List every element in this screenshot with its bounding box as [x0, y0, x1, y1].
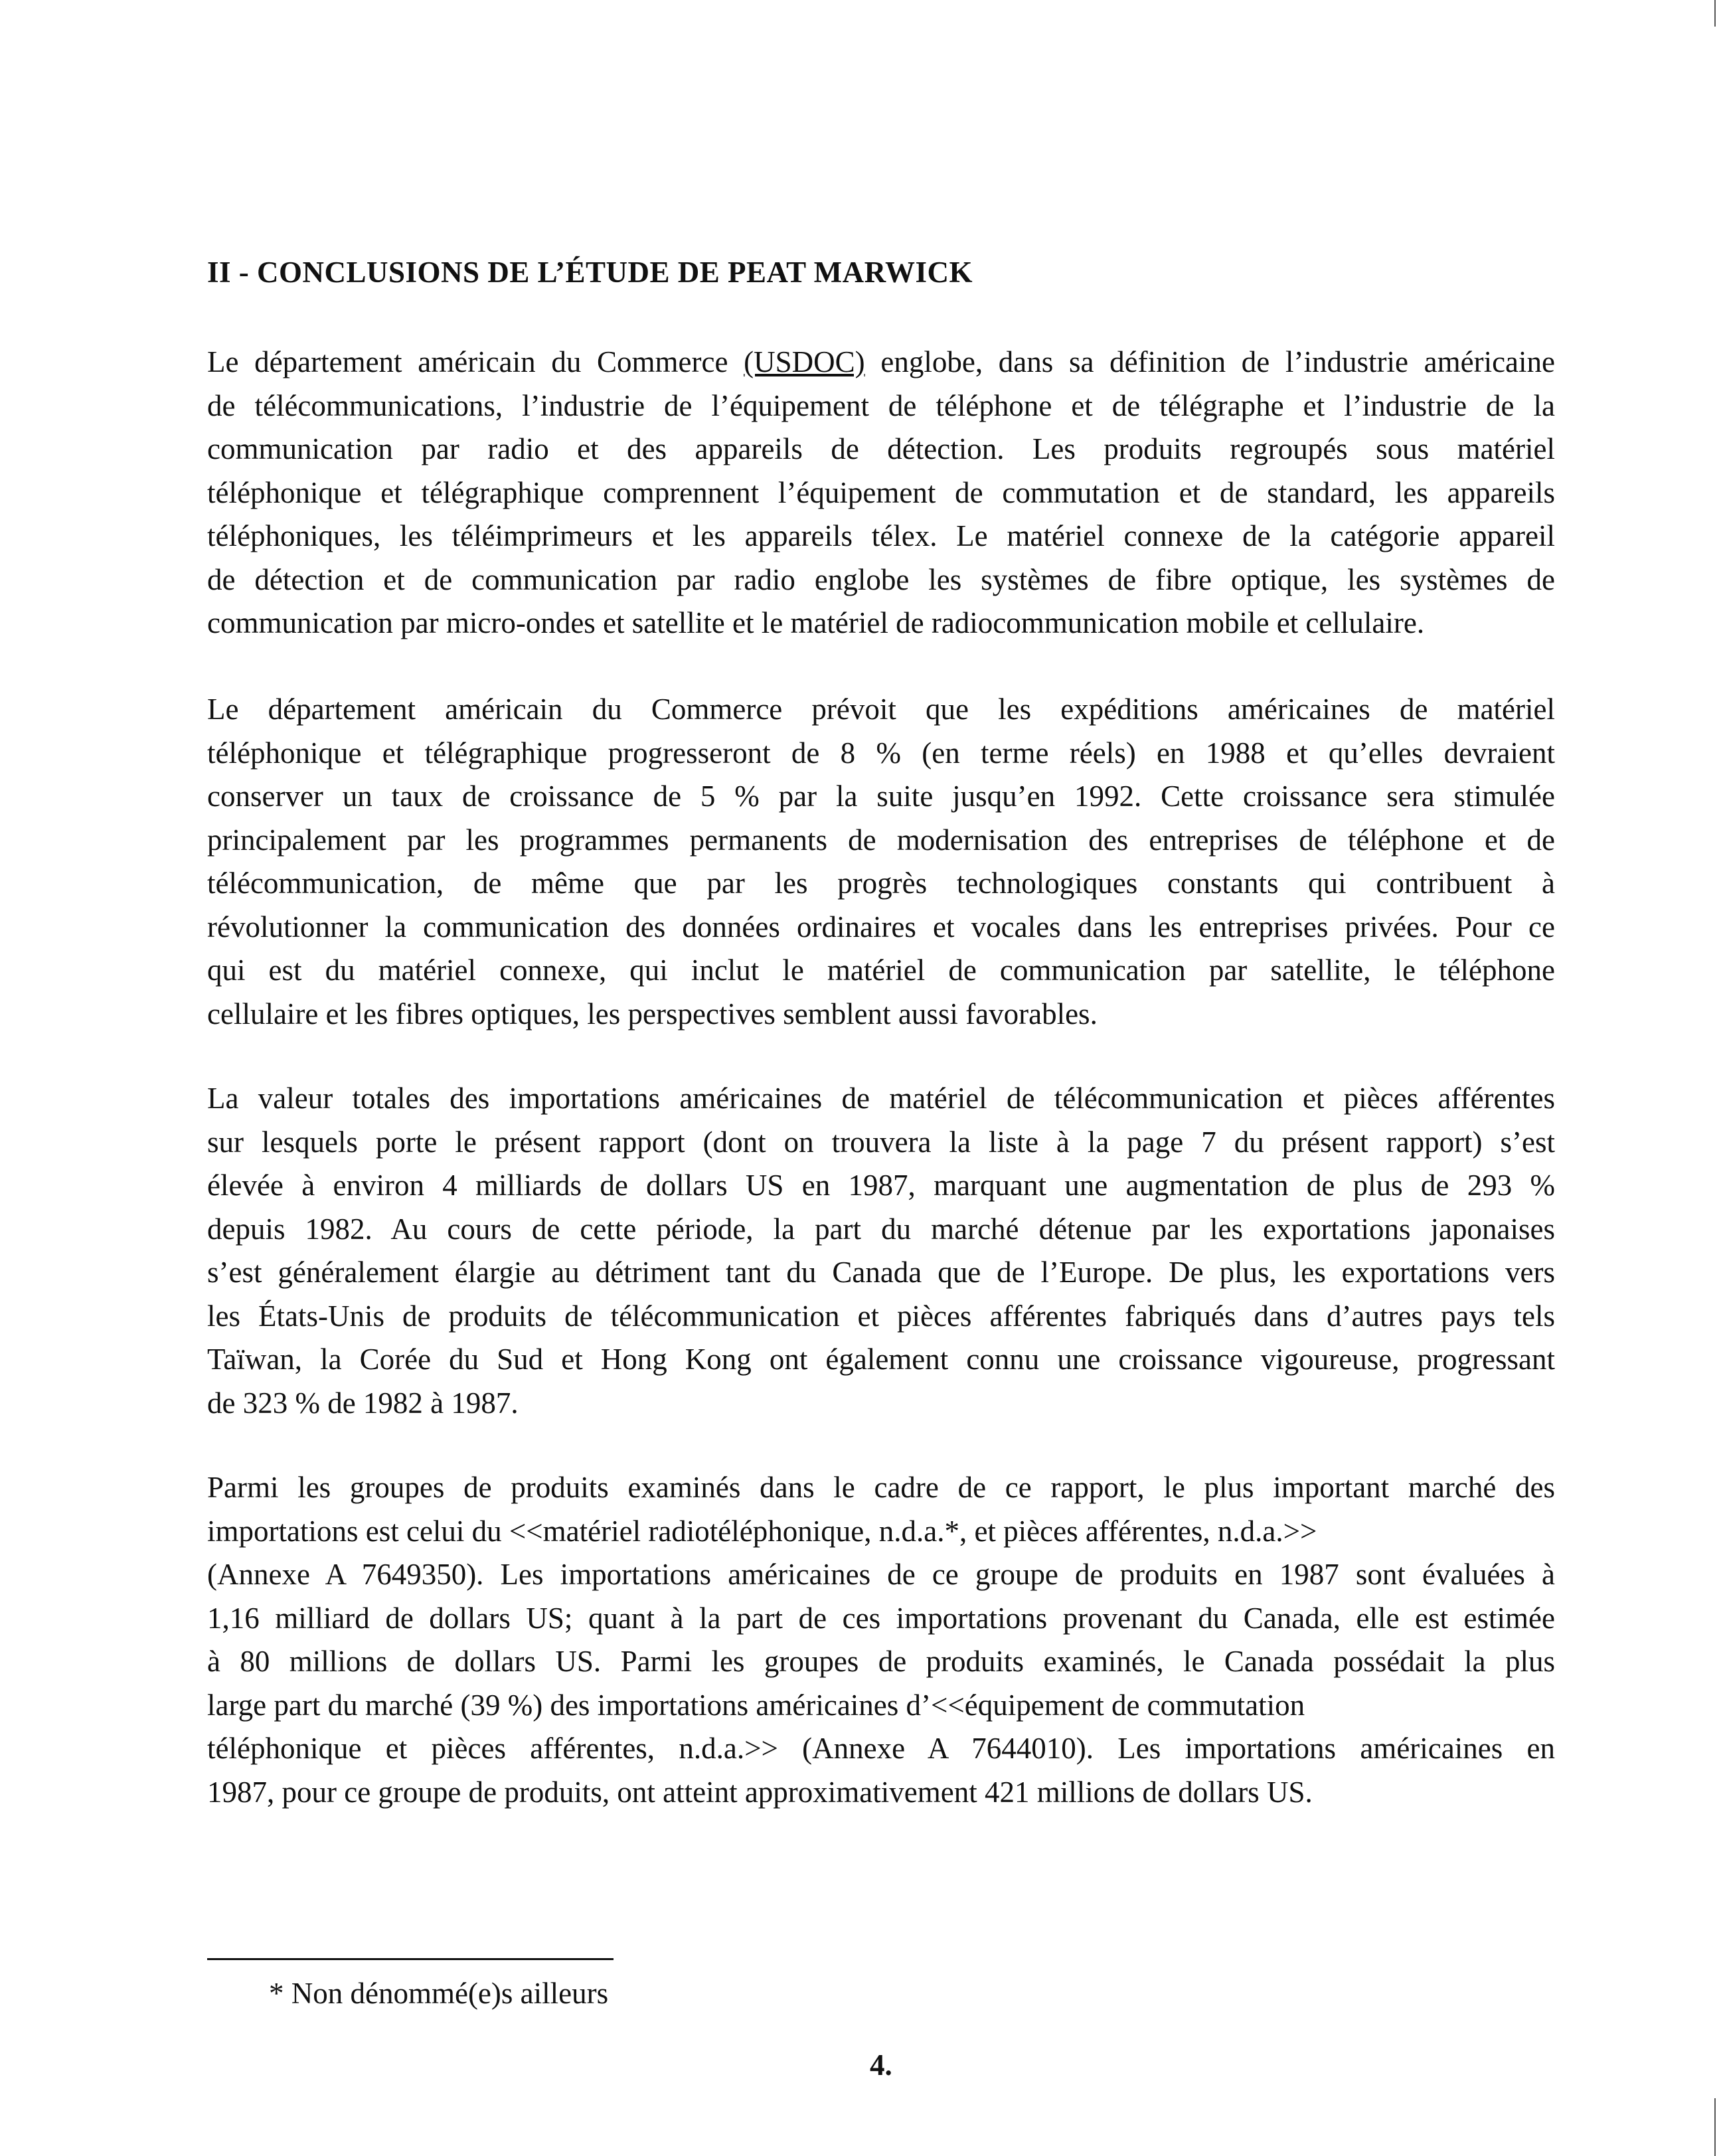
paragraph-1: [207, 341, 1555, 645]
paragraph-line: de télécommunications, l’industrie de l’équipement de téléphone et de télégraphe et l’industrie de la: [207, 388, 1555, 422]
paragraph-line: les États-Unis de produits de télécommunication et pièces afférentes fabriqués dans d’autres pays tels: [207, 1299, 1555, 1333]
paragraph-line: Le département américain du Commerce (USDOC) englobe, dans sa définition de l’industrie américaine: [207, 345, 1556, 378]
paragraph-line: depuis 1982. Au cours de cette période, la part du marché détenue par les exportations japonaises: [207, 1212, 1555, 1246]
paragraph-line: communication par radio et des appareils de détection. Les produits regroupés sous matériel: [207, 432, 1555, 465]
paragraph-line: importations est celui du <<matériel radiotéléphonique, n.d.a.*, et pièces afférentes, n.d.a.>>: [207, 1514, 1317, 1548]
paragraph-line: téléphoniques, les téléimprimeurs et les appareils télex. Le matériel connexe de la catégorie appareil: [207, 519, 1555, 552]
paragraph-line: à 80 millions de dollars US. Parmi les groupes de produits examinés, le Canada possédait la plus: [207, 1645, 1555, 1678]
paragraph-line: 1,16 milliard de dollars US; quant à la part de ces importations provenant du Canada, elle est estimée: [207, 1601, 1555, 1635]
paragraph-line: téléphonique et pièces afférentes, n.d.a.>> (Annexe A 7644010). Les importations américaines en: [207, 1732, 1555, 1765]
paragraph-2: [207, 688, 1555, 1036]
paragraph-line: télécommunication, de même que par les progrès technologiques constants qui contribuent à: [207, 867, 1555, 900]
paragraph-line: téléphonique et télégraphique comprennent l’équipement de commutation et de standard, les appareils: [207, 475, 1555, 509]
paragraph-line: de 323 % de 1982 à 1987.: [207, 1386, 519, 1420]
section-heading: II - CONCLUSIONS DE L’ÉTUDE DE PEAT MARWICK: [207, 256, 973, 289]
paragraph-line: sur lesquels porte le présent rapport (dont on trouvera la liste à la page 7 du présent rapport) s’est: [207, 1125, 1555, 1159]
paragraph-line: communication par micro-ondes et satellite et le matériel de radiocommunication mobile et cellulaire.: [207, 606, 1425, 639]
footnote: * Non dénommé(e)s ailleurs: [269, 1977, 609, 2010]
paragraph-line: qui est du matériel connexe, qui inclut le matériel de communication par satellite, le téléphone: [207, 954, 1555, 987]
scan-edge-mark: [1714, 0, 1716, 27]
scan-edge-mark: [1714, 2098, 1716, 2156]
paragraph-line: cellulaire et les fibres optiques, les perspectives semblent aussi favorables.: [207, 997, 1098, 1031]
paragraph-line: principalement par les programmes permanents de modernisation des entreprises de téléphone et de: [207, 823, 1555, 857]
paragraph-line: large part du marché (39 %) des importations américaines d’<<équipement de commutation: [207, 1688, 1305, 1722]
paragraph-line: téléphonique et télégraphique progresseront de 8 % (en terme réels) en 1988 et qu’elles devraient: [207, 736, 1555, 770]
paragraph-line: Parmi les groupes de produits examinés dans le cadre de ce rapport, le plus important marché des: [207, 1471, 1555, 1504]
paragraph-line: La valeur totales des importations américaines de matériel de télécommunication et pièces afférentes: [207, 1082, 1555, 1115]
footnote-divider: [207, 1958, 614, 1960]
paragraph-line: (Annexe A 7649350). Les importations américaines de ce groupe de produits en 1987 sont évaluées à: [207, 1558, 1555, 1591]
paragraph-4: [207, 1466, 1555, 1814]
paragraph-line: révolutionner la communication des données ordinaires et vocales dans les entreprises privées. Pour ce: [207, 910, 1555, 944]
paragraph-line: élevée à environ 4 milliards de dollars US en 1987, marquant une augmentation de plus de 293 %: [207, 1169, 1555, 1202]
paragraph-line: Taïwan, la Corée du Sud et Hong Kong ont également connu une croissance vigoureuse, progressant: [207, 1343, 1555, 1376]
paragraph-line: conserver un taux de croissance de 5 % par la suite jusqu’en 1992. Cette croissance sera stimulée: [207, 780, 1555, 813]
paragraph-line: Le département américain du Commerce prévoit que les expéditions américaines de matériel: [207, 693, 1555, 726]
usdoc-abbreviation: (USDOC): [744, 345, 865, 378]
paragraph-line: de détection et de communication par radio englobe les systèmes de fibre optique, les systèmes de: [207, 562, 1555, 596]
paragraph-line: 1987, pour ce groupe de produits, ont atteint approximativement 421 millions de dollars US.: [207, 1775, 1313, 1809]
page-number: 4.: [870, 2048, 892, 2082]
paragraph-line: s’est généralement élargie au détriment tant du Canada que de l’Europe. De plus, les exportations vers: [207, 1256, 1555, 1289]
paragraph-3: [207, 1077, 1555, 1425]
